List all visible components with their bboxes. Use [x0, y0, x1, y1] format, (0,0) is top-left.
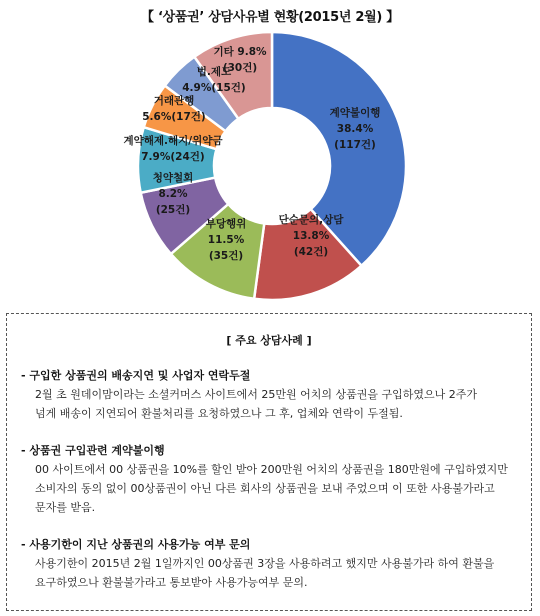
major-cases-box [6, 313, 532, 611]
slice-label: 11.5% [207, 234, 245, 246]
case-line: 넘게 배송이 지연되어 환불처리를 요청하였으나 그 후, 업체와 연락이 두절됨. [35, 407, 403, 420]
slice-label: 5.6%(17건) [142, 111, 206, 123]
case-line: 요구하였으나 환불불가라고 통보받아 사용가능여부 문의. [35, 576, 308, 589]
case-line: 2월 초 원데이맘이라는 소셜커머스 사이트에서 25만원 어치의 상품권을 구입하였으나 2주가 [35, 388, 477, 401]
slice-label: (117건) [334, 139, 376, 151]
slice-label: 38.4% [336, 123, 374, 135]
case-heading: - 구입한 상품권의 배송지연 및 사업자 연락두절 [21, 369, 251, 382]
slice-label: 4.9%(15건) [182, 82, 246, 94]
slice-label: 8.2% [158, 188, 188, 200]
case-line: 소비자의 동의 없이 00상품권이 아닌 다른 회사의 상품권을 보내 주었으며 이 또한 사용불가라고 [35, 482, 495, 495]
case-item [21, 535, 521, 592]
slice-label: (30건) [222, 62, 258, 74]
donut-chart [0, 24, 540, 314]
case-item [21, 366, 521, 423]
case-line: 00 사이트에서 00 상품권을 10%를 할인 받아 200만원 어치의 상품권을 180만원에 구입하였지만 [35, 463, 508, 476]
slice-label: 거래관행 [153, 95, 195, 107]
slice-label: 부당행위 [205, 218, 247, 230]
chart-title: 【 ‘상품권’ 상담사유별 현황(2015년 2월) 】 [141, 10, 399, 25]
case-item [21, 441, 521, 517]
slice-label: (42건) [293, 246, 329, 258]
slice-label: 청약철회 [152, 172, 194, 184]
slice-label: 계약해제.해지/위약금 [123, 135, 223, 147]
case-heading: - 상품권 구입관련 계약불이행 [21, 444, 165, 457]
case-line: 문자를 받음. [35, 501, 96, 514]
slice-label: 7.9%(24건) [141, 151, 205, 163]
case-line: 사용기한이 2015년 2월 1일까지인 00상품권 3장을 사용하려고 했지만 사용불가라 하여 환불을 [35, 557, 495, 570]
cases-title: [ 주요 상담사례 ] [226, 334, 312, 347]
slice-label: 기타 9.8% [213, 46, 267, 58]
slice-label: 법.제도 [196, 66, 232, 78]
slice-label: 계약불이행 [329, 107, 381, 119]
slice-label: 단순문의,상담 [278, 214, 344, 226]
case-heading: - 사용기한이 지난 상품권의 사용가능 여부 문의 [21, 538, 251, 551]
slice-label: 13.8% [292, 230, 330, 242]
slice-label: (25건) [155, 204, 191, 216]
slice-label: (35건) [208, 250, 244, 262]
